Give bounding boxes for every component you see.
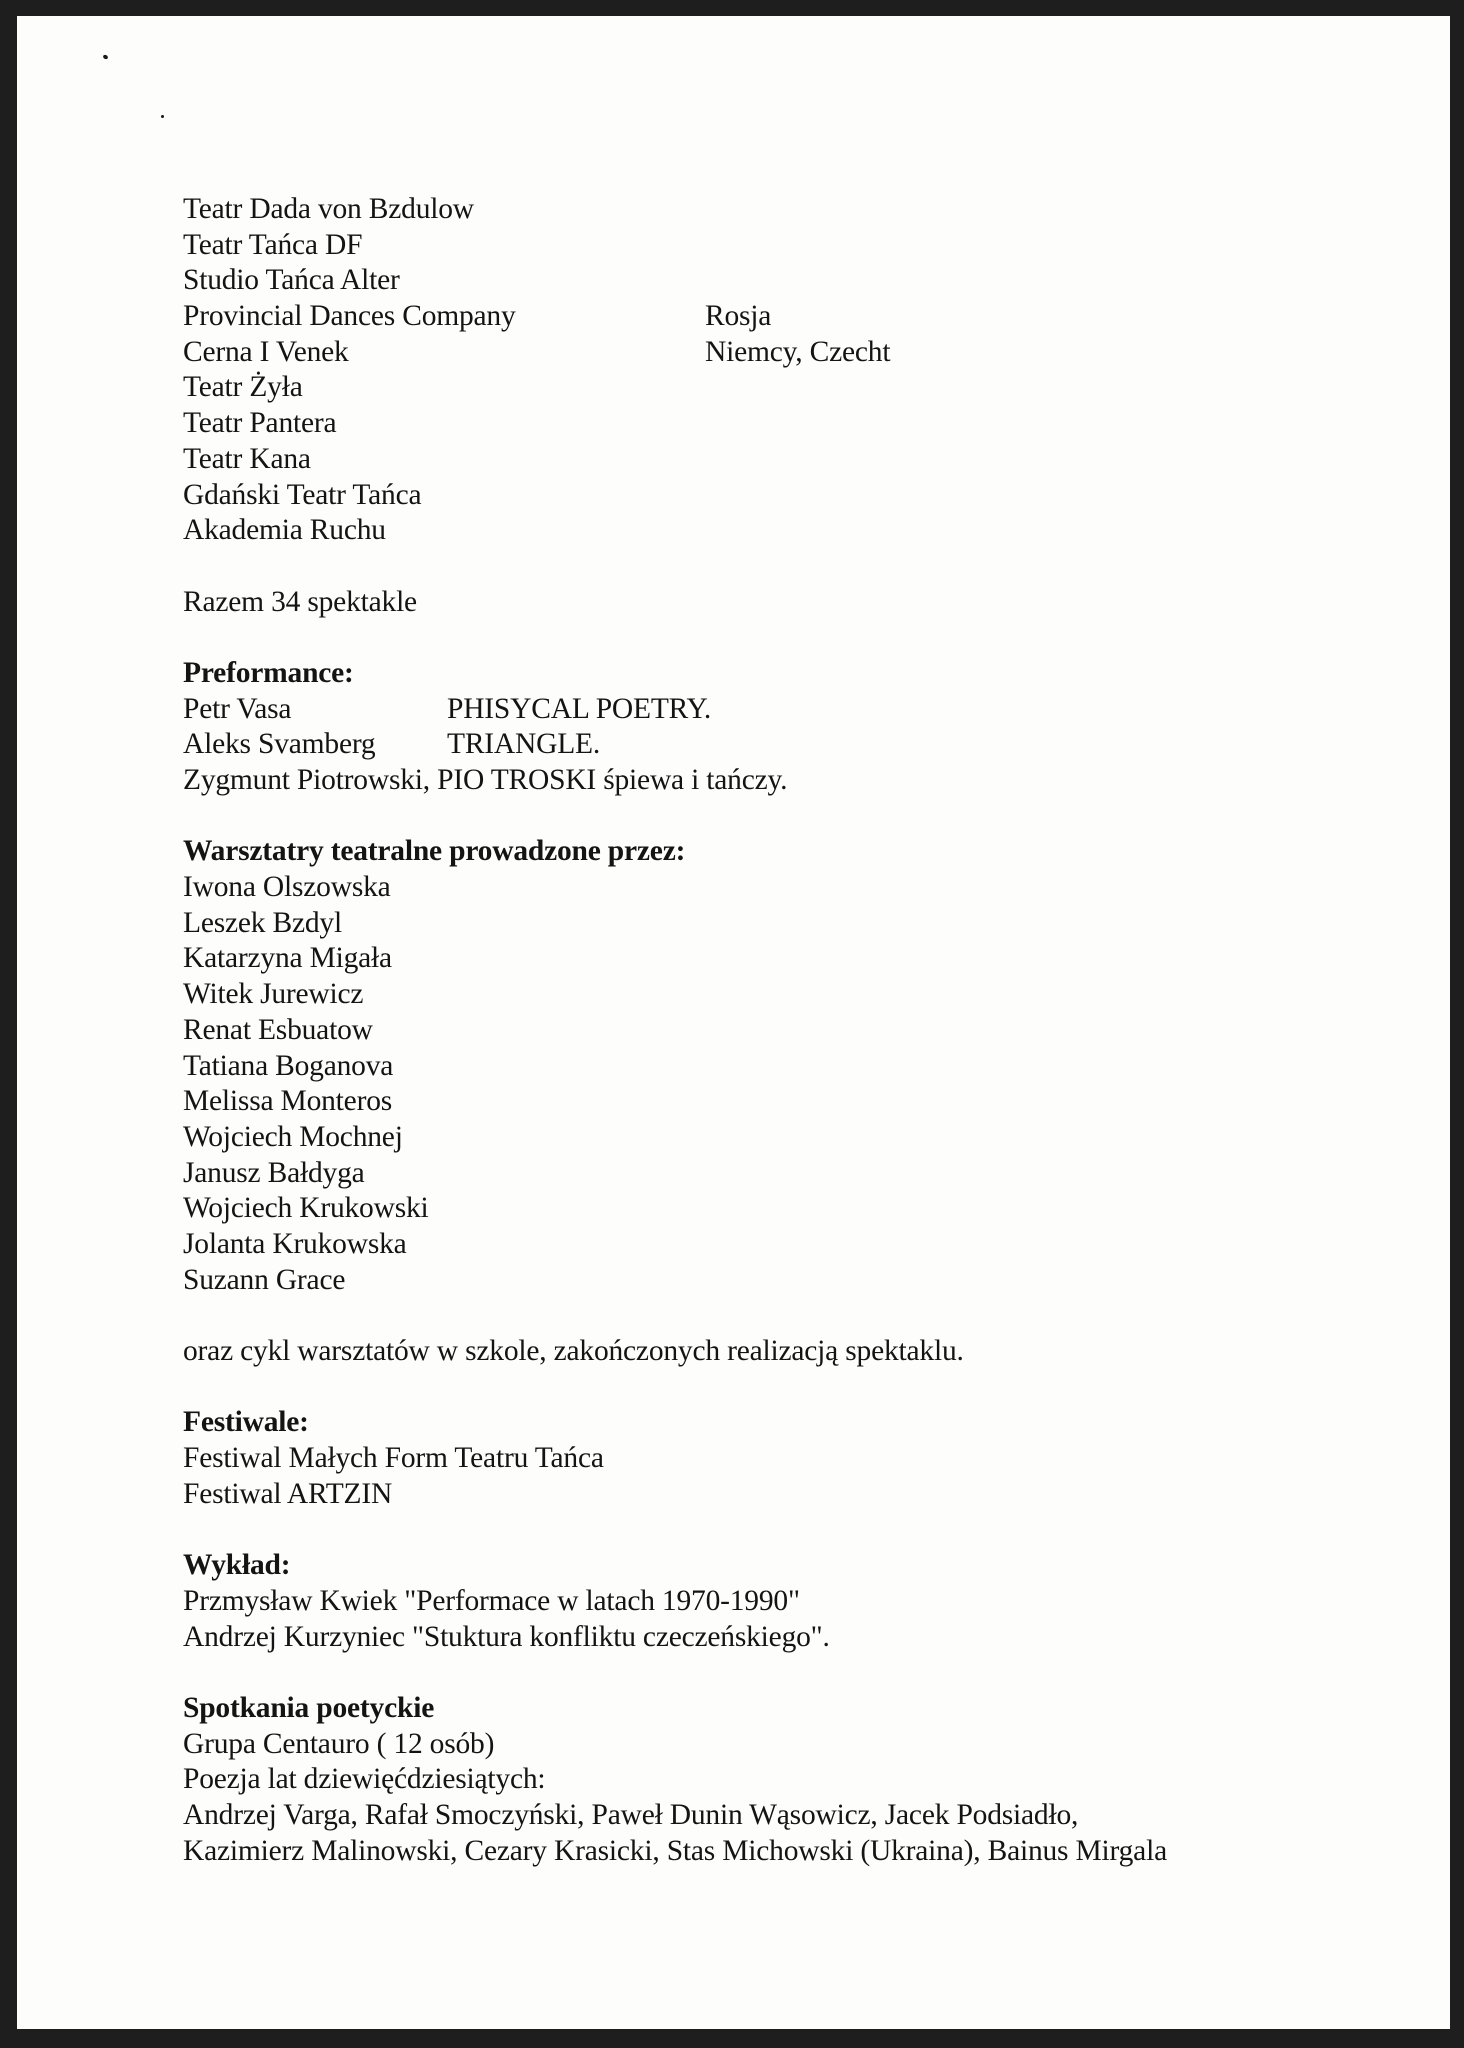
group-name: Akademia Ruchu: [183, 514, 386, 547]
workshop-leader: Janusz Bałdyga: [183, 1156, 365, 1189]
poetry-item: Poezja lat dziewięćdziesiątych:: [183, 1763, 546, 1796]
group-row: [183, 228, 1167, 264]
group-name: Studio Tańca Alter: [183, 264, 400, 297]
performance-row: [183, 692, 1167, 728]
group-row: [183, 478, 1167, 514]
workshop-leader: Tatiana Boganova: [183, 1049, 394, 1082]
workshop-leader: Jolanta Krukowska: [183, 1227, 407, 1260]
group-country: Niemcy, Czecht: [705, 335, 891, 368]
spacer: [183, 1512, 1167, 1548]
workshops-section: [183, 834, 1167, 1369]
section-heading: Wykład:: [183, 1549, 291, 1582]
workshop-leader: Wojciech Krukowski: [183, 1192, 429, 1225]
performer-name: Petr Vasa: [183, 692, 292, 725]
group-row: [183, 513, 1167, 549]
group-name: Teatr Tańca DF: [183, 228, 363, 261]
group-row: [183, 370, 1167, 406]
performance-title: TRIANGLE.: [447, 728, 601, 761]
poetry-item: Grupa Centauro ( 12 osób): [183, 1727, 495, 1760]
group-name: Teatr Kana: [183, 442, 311, 475]
spacer: [183, 1655, 1167, 1691]
spacer: [183, 620, 1167, 656]
workshop-leader: Leszek Bzdyl: [183, 906, 342, 939]
performance-section: [183, 656, 1167, 799]
poetry-item: Kazimierz Malinowski, Cezary Krasicki, Stas Michowski (Ukraina), Bainus Mirgala: [183, 1834, 1167, 1867]
workshop-leader: Melissa Monteros: [183, 1085, 393, 1118]
total-line: Razem 34 spektakle: [183, 585, 417, 618]
section-heading: Warsztatry teatralne prowadzone przez:: [183, 835, 686, 868]
spacer: [183, 799, 1167, 835]
performance-title: PHISYCAL POETRY.: [447, 692, 711, 725]
performance-extra: Zygmunt Piotrowski, PIO TROSKI śpiewa i tańczy.: [183, 764, 788, 796]
group-row: [183, 442, 1167, 478]
poetry-item: Andrzej Varga, Rafał Smoczyński, Paweł Dunin Wąsowicz, Jacek Podsiadło,: [183, 1798, 1079, 1831]
spacer: [183, 1370, 1167, 1406]
section-heading: Festiwale:: [183, 1406, 309, 1439]
workshop-leader: Katarzyna Migała: [183, 942, 392, 975]
group-row: [183, 263, 1167, 299]
group-name: Teatr Pantera: [183, 407, 337, 440]
workshop-leader: Witek Jurewicz: [183, 978, 364, 1011]
group-row: [183, 299, 1167, 335]
group-name: Teatr Dada von Bzdulow: [183, 193, 474, 225]
scanned-page: [17, 16, 1450, 2029]
spacer: [183, 549, 1167, 585]
workshop-note: oraz cykl warsztatów w szkole, zakończonych realizacją spektaklu.: [183, 1335, 964, 1367]
poetry-section: [183, 1691, 1167, 1869]
lecture-item: Przmysław Kwiek "Performace w latach 1970-1990": [183, 1584, 800, 1617]
spacer: [183, 1298, 1167, 1334]
performance-row: [183, 727, 1167, 763]
festivals-section: [183, 1405, 1167, 1512]
lectures-section: [183, 1548, 1167, 1655]
group-country: Rosja: [705, 300, 772, 333]
ink-speck: [102, 54, 108, 60]
festival-item: Festiwal Małych Form Teatru Tańca: [183, 1442, 604, 1475]
ink-speck: [161, 115, 164, 118]
group-name: Provincial Dances Company: [183, 300, 516, 333]
section-heading: Preformance:: [183, 656, 354, 689]
performer-name: Aleks Svamberg: [183, 728, 376, 761]
groups-list: [183, 192, 1167, 549]
workshop-leader: Wojciech Mochnej: [183, 1120, 403, 1153]
group-name: Teatr Żyła: [183, 371, 303, 404]
festival-item: Festiwal ARTZIN: [183, 1477, 393, 1510]
document-body: [183, 192, 1167, 1869]
workshop-leader: Suzann Grace: [183, 1263, 346, 1296]
lecture-item: Andrzej Kurzyniec "Stuktura konfliktu czeczeńskiego".: [183, 1620, 830, 1653]
workshop-leader: Renat Esbuatow: [183, 1013, 373, 1046]
section-heading: Spotkania poetyckie: [183, 1691, 435, 1724]
workshop-leader: Iwona Olszowska: [183, 871, 391, 904]
group-row: [183, 192, 1167, 228]
group-row: [183, 335, 1167, 371]
group-name: Cerna I Venek: [183, 335, 349, 368]
group-row: [183, 406, 1167, 442]
group-name: Gdański Teatr Tańca: [183, 478, 422, 511]
